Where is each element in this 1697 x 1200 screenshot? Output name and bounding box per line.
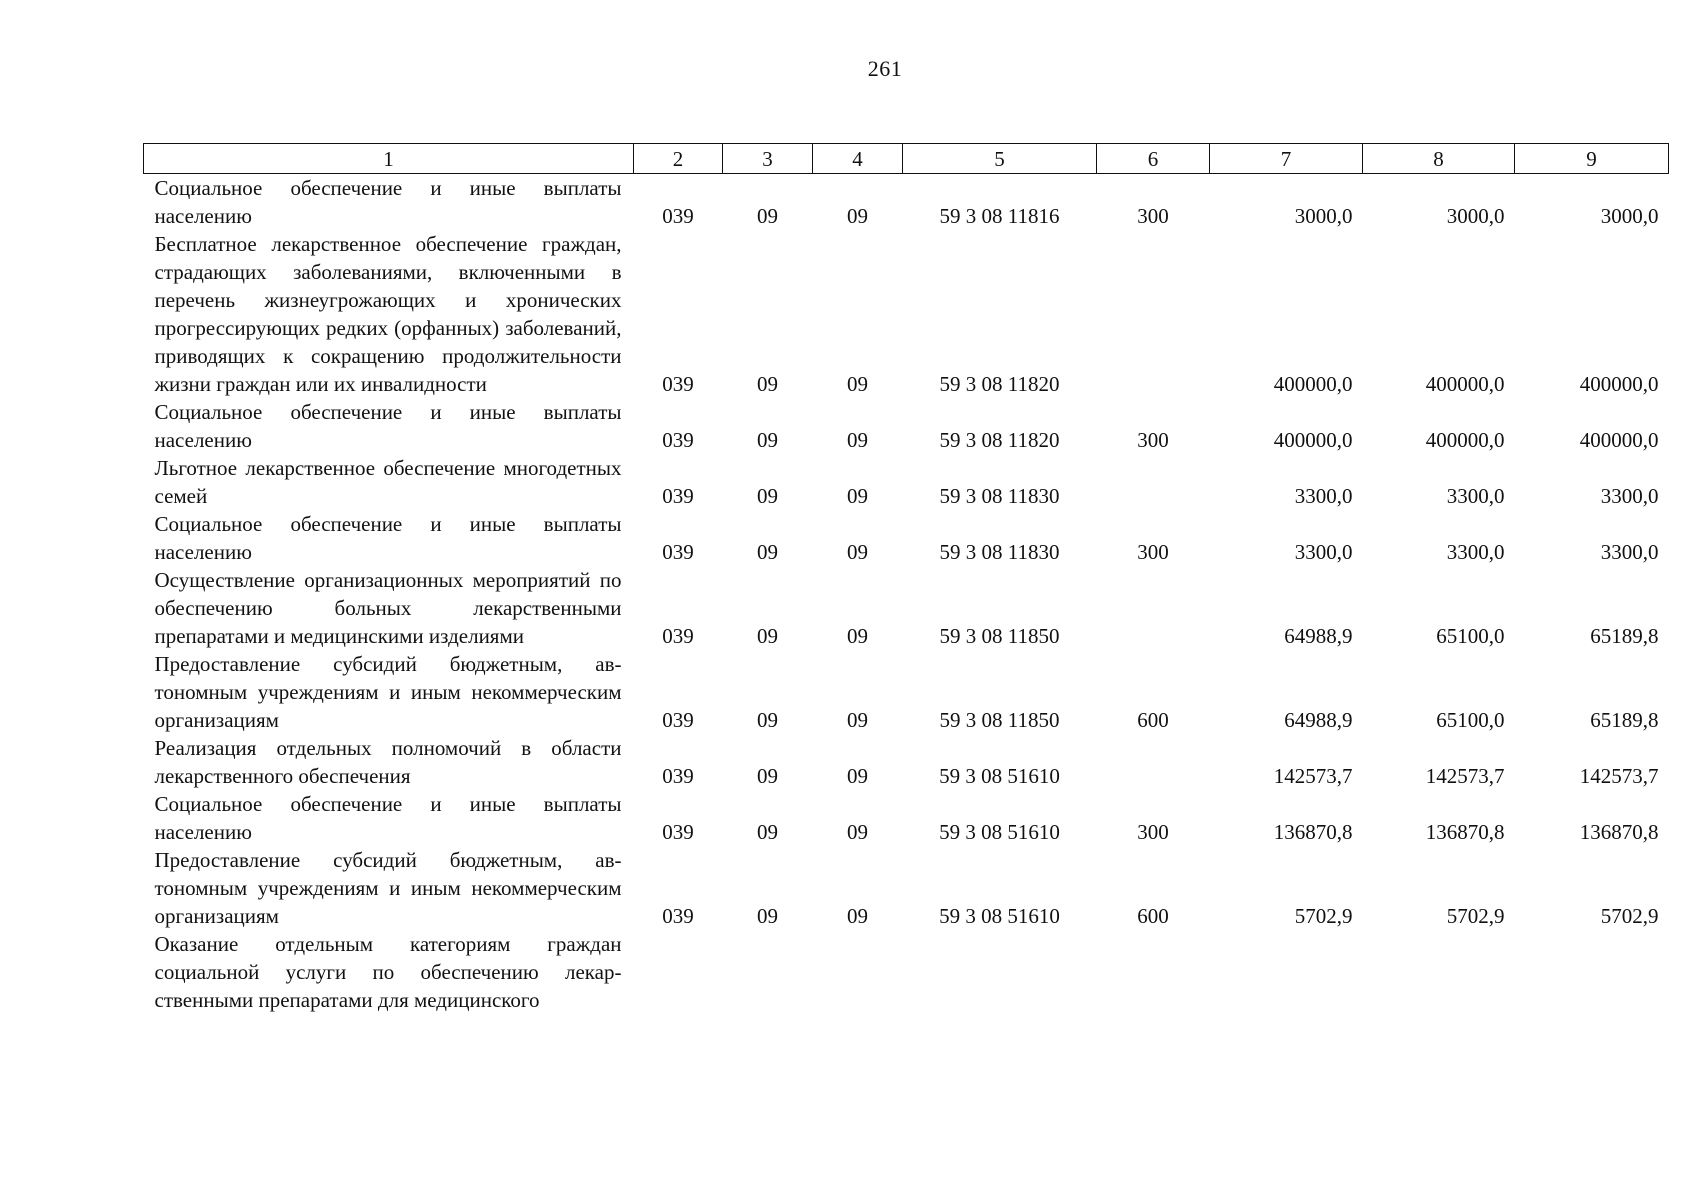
table-body xyxy=(144,174,1669,1015)
cell-amount-col7 xyxy=(1210,930,1363,1014)
row-description: Социальное обеспечение и иные выплаты населению xyxy=(154,400,622,452)
cell-expense-type xyxy=(1097,930,1210,1014)
column-header-8: 8 xyxy=(1363,144,1515,174)
cell-section: 09 xyxy=(757,624,778,648)
cell-target-article: 59 3 08 11820 xyxy=(939,428,1060,452)
table-row xyxy=(144,790,1669,846)
cell-section: 09 xyxy=(757,540,778,564)
column-header-2: 2 xyxy=(634,144,723,174)
cell-target-article: 59 3 08 11850 xyxy=(939,624,1060,648)
cell-target-article: 59 3 08 11820 xyxy=(939,372,1060,396)
column-header-1: 1 xyxy=(144,144,634,174)
cell-amount-col8: 5702,9 xyxy=(1446,904,1505,928)
cell-subsection: 09 xyxy=(847,904,868,928)
column-header-4: 4 xyxy=(813,144,903,174)
cell-amount-col9 xyxy=(1515,930,1669,1014)
cell-subsection: 09 xyxy=(847,624,868,648)
cell-section xyxy=(723,930,813,1014)
cell-amount-col9: 65189,8 xyxy=(1590,624,1659,648)
cell-expense-type xyxy=(1097,566,1210,650)
cell-ministry-code: 039 xyxy=(662,764,694,788)
cell-amount-col7: 3000,0 xyxy=(1294,204,1353,228)
cell-amount-col8: 400000,0 xyxy=(1425,428,1505,452)
row-description: Бесплатное лекарственное обеспечение граждан, страдающих заболеваниями, включенными в перечень жизнеугрожающих и хронических прогрессирующих редких (орфанных) заболеваний, приводящих к сокращению продолжительности жизни граждан или их инвалидности xyxy=(154,232,622,396)
cell-expense-type: 300 xyxy=(1137,204,1169,228)
cell-subsection xyxy=(813,930,903,1014)
cell-amount-col8: 65100,0 xyxy=(1436,624,1505,648)
cell-section: 09 xyxy=(757,708,778,732)
row-description: Социальное обеспечение и иные выплаты населению xyxy=(154,792,622,844)
cell-subsection: 09 xyxy=(847,540,868,564)
table-row xyxy=(144,930,1669,1014)
cell-ministry-code: 039 xyxy=(662,204,694,228)
cell-amount-col8 xyxy=(1363,930,1515,1014)
cell-section: 09 xyxy=(757,820,778,844)
cell-expense-type: 600 xyxy=(1137,904,1169,928)
table-row xyxy=(144,734,1669,790)
cell-subsection: 09 xyxy=(847,764,868,788)
cell-amount-col9: 3300,0 xyxy=(1600,484,1659,508)
row-description: Реализация отдельных полномочий в области лекарственного обеспечения xyxy=(154,736,622,788)
cell-expense-type xyxy=(1097,230,1210,398)
cell-amount-col8: 65100,0 xyxy=(1436,708,1505,732)
table-row xyxy=(144,230,1669,398)
header-row xyxy=(144,144,1669,174)
cell-amount-col7: 136870,8 xyxy=(1273,820,1353,844)
cell-amount-col8: 3300,0 xyxy=(1446,540,1505,564)
cell-amount-col9: 3000,0 xyxy=(1600,204,1659,228)
cell-section: 09 xyxy=(757,204,778,228)
row-description: Осуществление организационных мероприятий по обеспечению больных лекарственными препаратами и медицинскими изделиями xyxy=(154,568,622,648)
column-header-6: 6 xyxy=(1097,144,1210,174)
table-row xyxy=(144,566,1669,650)
cell-target-article: 59 3 08 11830 xyxy=(939,484,1060,508)
cell-expense-type xyxy=(1097,454,1210,510)
cell-amount-col7: 5702,9 xyxy=(1294,904,1353,928)
cell-amount-col9: 65189,8 xyxy=(1590,708,1659,732)
cell-amount-col8: 3300,0 xyxy=(1446,484,1505,508)
cell-amount-col9: 136870,8 xyxy=(1579,820,1659,844)
cell-expense-type xyxy=(1097,734,1210,790)
cell-section: 09 xyxy=(757,904,778,928)
table-row xyxy=(144,510,1669,566)
cell-subsection: 09 xyxy=(847,708,868,732)
cell-section: 09 xyxy=(757,764,778,788)
cell-target-article: 59 3 08 51610 xyxy=(939,820,1060,844)
table-row xyxy=(144,650,1669,734)
cell-ministry-code: 039 xyxy=(662,708,694,732)
cell-amount-col8: 400000,0 xyxy=(1425,372,1505,396)
cell-amount-col7: 400000,0 xyxy=(1273,428,1353,452)
cell-ministry-code: 039 xyxy=(662,428,694,452)
cell-ministry-code: 039 xyxy=(662,904,694,928)
cell-target-article: 59 3 08 11850 xyxy=(939,708,1060,732)
cell-amount-col9: 3300,0 xyxy=(1600,540,1659,564)
column-header-9: 9 xyxy=(1515,144,1669,174)
cell-amount-col7: 3300,0 xyxy=(1294,484,1353,508)
cell-amount-col7: 142573,7 xyxy=(1273,764,1353,788)
cell-amount-col9: 400000,0 xyxy=(1579,428,1659,452)
cell-subsection: 09 xyxy=(847,484,868,508)
table-row xyxy=(144,174,1669,231)
cell-target-article: 59 3 08 51610 xyxy=(939,764,1060,788)
column-header-3: 3 xyxy=(723,144,813,174)
cell-section: 09 xyxy=(757,372,778,396)
row-description: Предоставление субсидий бюджетным, автономным учреждениям и иным некоммерческим организациям xyxy=(154,848,622,928)
row-description: Оказание отдельным категориям граждан социальной услуги по обеспечению лекарственными препаратами для медицинского xyxy=(154,932,622,1012)
cell-ministry-code: 039 xyxy=(662,540,694,564)
cell-amount-col9: 400000,0 xyxy=(1579,372,1659,396)
cell-subsection: 09 xyxy=(847,204,868,228)
cell-expense-type: 300 xyxy=(1137,820,1169,844)
row-description: Социальное обеспечение и иные выплаты населению xyxy=(154,176,622,228)
column-header-5: 5 xyxy=(903,144,1097,174)
cell-ministry-code: 039 xyxy=(662,372,694,396)
table-header xyxy=(144,144,1669,174)
cell-target-article xyxy=(903,930,1097,1014)
table-row xyxy=(144,846,1669,930)
cell-target-article: 59 3 08 11816 xyxy=(939,204,1060,228)
column-header-7: 7 xyxy=(1210,144,1363,174)
cell-expense-type: 600 xyxy=(1137,708,1169,732)
table-row xyxy=(144,454,1669,510)
cell-subsection: 09 xyxy=(847,820,868,844)
cell-amount-col7: 3300,0 xyxy=(1294,540,1353,564)
cell-amount-col9: 5702,9 xyxy=(1600,904,1659,928)
budget-table xyxy=(143,143,1669,1014)
cell-amount-col7: 64988,9 xyxy=(1284,708,1353,732)
cell-ministry-code: 039 xyxy=(662,484,694,508)
row-description: Социальное обеспечение и иные выплаты населению xyxy=(154,512,622,564)
cell-section: 09 xyxy=(757,484,778,508)
cell-amount-col8: 136870,8 xyxy=(1425,820,1505,844)
cell-ministry-code: 039 xyxy=(662,624,694,648)
cell-amount-col9: 142573,7 xyxy=(1579,764,1659,788)
table-row xyxy=(144,398,1669,454)
cell-amount-col8: 3000,0 xyxy=(1446,204,1505,228)
cell-amount-col7: 64988,9 xyxy=(1284,624,1353,648)
cell-ministry-code: 039 xyxy=(662,820,694,844)
cell-amount-col7: 400000,0 xyxy=(1273,372,1353,396)
cell-expense-type: 300 xyxy=(1137,428,1169,452)
page-number: 261 xyxy=(867,56,903,81)
row-description: Предоставление субсидий бюджетным, автономным учреждениям и иным некоммерческим организациям xyxy=(154,652,622,732)
cell-section: 09 xyxy=(757,428,778,452)
cell-target-article: 59 3 08 11830 xyxy=(939,540,1060,564)
cell-expense-type: 300 xyxy=(1137,540,1169,564)
cell-target-article: 59 3 08 51610 xyxy=(939,904,1060,928)
cell-amount-col8: 142573,7 xyxy=(1425,764,1505,788)
row-description: Льготное лекарственное обеспечение многодетных семей xyxy=(154,456,622,508)
cell-subsection: 09 xyxy=(847,428,868,452)
cell-ministry-code xyxy=(634,930,723,1014)
cell-subsection: 09 xyxy=(847,372,868,396)
